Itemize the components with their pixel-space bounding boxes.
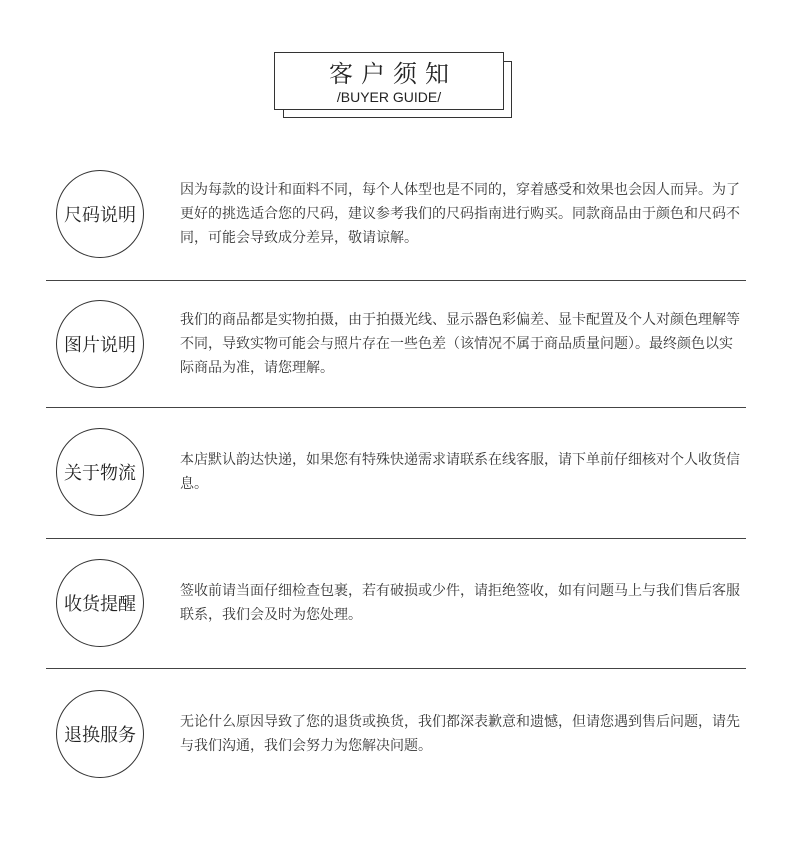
section-divider (46, 280, 746, 281)
section-badge (56, 428, 144, 516)
section-text: 因为每款的设计和面料不同，每个人体型也是不同的，穿着感受和效果也会因人而异。为了更好的挑选适合您的尺码，建议参考我们的尺码指南进行购买。同款商品由于颜色和尺码不同，可能会导致成分差异，敬请谅解。 (180, 182, 740, 246)
section-badge (56, 170, 144, 258)
section-badge (56, 300, 144, 388)
section-returns (46, 690, 746, 778)
section-badge (56, 559, 144, 647)
section-badge (56, 690, 144, 778)
section-shipping (46, 428, 746, 516)
section-receipt-reminder (46, 559, 746, 647)
section-label: 关于物流 (64, 463, 136, 484)
section-size-guide (46, 170, 746, 258)
page-subtitle: /BUYER GUIDE/ (336, 89, 442, 105)
section-label: 退换服务 (64, 725, 136, 746)
guide-header (274, 52, 514, 120)
section-divider (46, 407, 746, 408)
section-text: 本店默认韵达快递，如果您有特殊快递需求请联系在线客服，请下单前仔细核对个人收货信息。 (180, 452, 740, 492)
section-text: 我们的商品都是实物拍摄，由于拍摄光线、显示器色彩偏差、显卡配置及个人对颜色理解等不同，导致实物可能会与照片存在一些色差（该情况不属于商品质量问题）。最终颜色以实际商品为准，请您理解。 (180, 312, 740, 376)
section-image-notes (46, 300, 746, 388)
section-divider (46, 668, 746, 669)
section-label: 图片说明 (64, 335, 136, 356)
header-frame (274, 52, 504, 110)
section-divider (46, 538, 746, 539)
section-text: 签收前请当面仔细检查包裹，若有破损或少件，请拒绝签收，如有问题马上与我们售后客服联系，我们会及时为您处理。 (180, 583, 740, 623)
section-text: 无论什么原因导致了您的退货或换货，我们都深表歉意和遗憾，但请您遇到售后问题，请先与我们沟通，我们会努力为您解决问题。 (180, 714, 740, 754)
section-label: 收货提醒 (64, 594, 136, 615)
section-label: 尺码说明 (64, 205, 136, 226)
page-title: 客户须知 (329, 60, 457, 88)
